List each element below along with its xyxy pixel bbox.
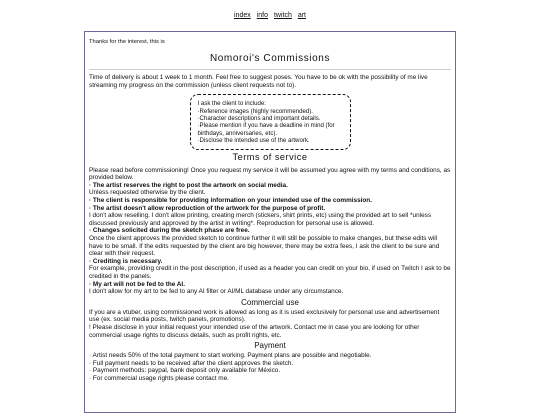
commercial-use-heading: Commercial use [241, 297, 299, 307]
tos-rule-title: · Crediting is necessary. [89, 257, 163, 265]
tos-rule-body: I don't allow reselling. I don't allow printing, creating merch (stickers, shirt prints, etc) using the provided art to sell *unless discussed previously and approved by the artist in writing*. Reproduction for personal use is allowed. [89, 212, 432, 227]
commissions-panel[interactable] [84, 31, 456, 413]
page-title: Nomoroi's Commissions [209, 53, 331, 64]
tos-rule-title: · Changes solicited during the sketch phase are free. [89, 227, 250, 235]
commercial-use-text: If you are a vtuber, using commissioned work is allowed as long as it is used exclusively for personal use and advertisement use (ex. social media posts, twitch panels, promotions). [89, 308, 440, 324]
nav-link-index[interactable]: index [234, 12, 251, 19]
nav-link-twitch[interactable]: twitch [273, 12, 292, 19]
client-requirements-box [190, 94, 351, 149]
requirement-item: ·Please mention if you have a deadline in mind (for birthdays, anniversaries, etc). [197, 122, 335, 137]
tos-rule-title: · The artist doesn't allow reproduction of the artwork for the purpose of profit. [89, 204, 326, 212]
tos-intro: Please read before commissioning! Once you request my service it will be assumed you agree with my terms and conditions, as provided below. [89, 166, 451, 182]
requirement-item: ·Character descriptions and important details. [197, 115, 321, 122]
commercial-use-note: ! Please disclose in your initial request your intended use of the artwork. Contact me in case you are looking for other commercial usage rights to discuss details, such as profit rights, etc. [89, 323, 420, 339]
tos-rule-body: For example, providing credit in the post description, if used as a header you can credit on your bio, if used on Twitch I ask to be credited in the panels. [89, 265, 451, 280]
requirements-heading: I ask the client to include: [197, 100, 266, 108]
title-divider [89, 69, 451, 70]
top-nav [0, 11, 540, 20]
nav-link-info[interactable]: info [256, 12, 268, 19]
payment-item: · Full payment needs to be received after the client approves the sketch. [89, 359, 294, 367]
tos-rules [89, 182, 451, 296]
thanks-text: Thanks for the interest, this is [89, 39, 165, 45]
tos-rule-body: Unless requested otherwise by the client. [89, 189, 206, 197]
tos-rule-title: · My art will not be fed to the AI. [89, 280, 185, 288]
tos-rule-title: · The client is responsible for providing information on your intended use of the commission. [89, 197, 372, 204]
tos-heading: Terms of service [232, 151, 308, 162]
requirement-item: ·Reference images (highly recommended). [197, 107, 313, 115]
payment-item: · Artist needs 50% of the total payment to start working. Payment plans are possible and negotiable. [89, 352, 372, 360]
intro-text: Time of delivery is about 1 week to 1 month. Feel free to suggest poses. You have to be ok with the possibility of me live streaming my progress on the commission (unless client requests not to). [89, 74, 428, 89]
tos-rule-body: Once the client approves the provided sketch to continue further it will still be possible to make changes, but these edits will have to be small. If the edits requested by the client are big however, there may be extra fees, I ask the client to be sure and clear with their request. [89, 234, 440, 258]
tos-rule-body: I don't allow for my art to be fed to any AI filter or AI/ML database under any circumstance. [89, 288, 344, 296]
requirement-item: ·Disclose the intended use of the artwork. [197, 137, 310, 145]
payment-item: · For commercial usage rights please contact me. [89, 374, 229, 382]
payment-heading: Payment [254, 341, 286, 351]
tos-rule-title: · The artist reserves the right to post the artwork on social media. [89, 181, 288, 189]
payment-item: · Payment methods: paypal, bank deposit only available for México. [89, 367, 281, 375]
nav-link-art[interactable]: art [297, 12, 306, 19]
